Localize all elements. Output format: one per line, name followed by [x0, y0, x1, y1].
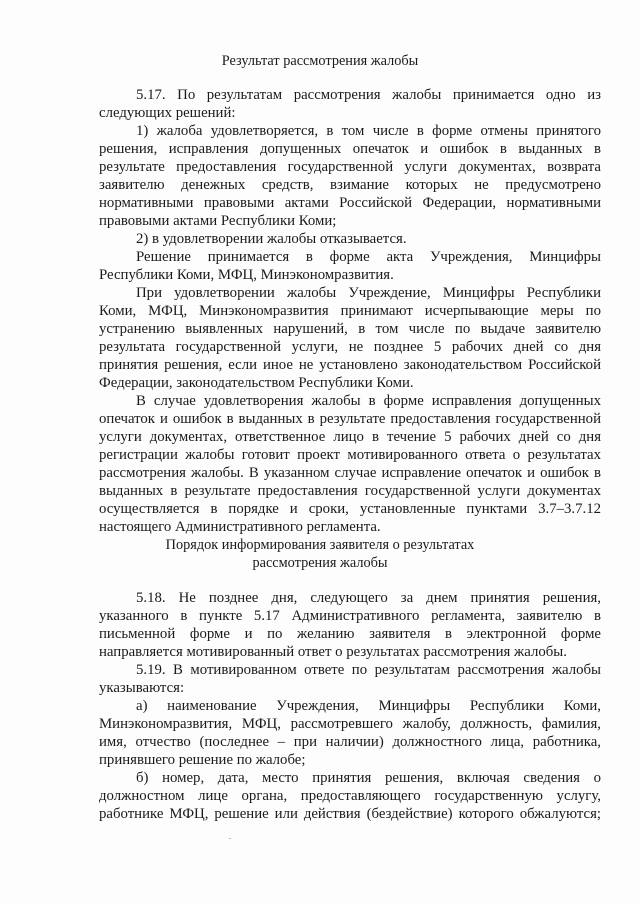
text-line: принявшего решение по жалобе;: [99, 752, 306, 768]
scan-speck: [229, 838, 231, 839]
text-line: должностном лице органа, предоставляющего государственную услугу,: [99, 788, 601, 804]
text-line: выданных в результате предоставления государственной услуги документах: [99, 483, 601, 499]
text-line: 5.19. В мотивированном ответе по результатам рассмотрения жалобы: [136, 662, 601, 678]
text-line: б) номер, дата, место принятия решения, включая сведения о: [136, 770, 601, 786]
text-line: следующих решений:: [99, 105, 236, 121]
text-line: 1) жалоба удовлетворяется, в том числе в форме отмены принятого: [136, 123, 601, 139]
text-line: имя, отчество (последнее – при наличии) должностного лица, работника,: [99, 734, 601, 750]
text-line: нормативными правовыми актами Российской Федерации, нормативными: [99, 195, 601, 211]
text-line: Республики Коми, МФЦ, Минэкономразвития.: [99, 267, 394, 283]
text-line: результате предоставления государственной услуги документах, возврата: [99, 159, 601, 175]
text-line: 5.18. Не позднее дня, следующего за днем принятия решения,: [136, 590, 601, 606]
text-line: результата государственной услуги, не позднее 5 рабочих дней со дня: [99, 339, 601, 355]
heading-informing-line1: Порядок информирования заявителя о результатах: [165, 537, 475, 553]
heading-informing-line2: рассмотрения жалобы: [252, 555, 388, 571]
text-line: услуги документах, ответственное лицо в течение 5 рабочих дней со дня: [99, 429, 601, 445]
text-line: принятия решения, если иное не установлено законодательством Российской: [99, 357, 601, 373]
text-line: правовыми актами Республики Коми;: [99, 213, 337, 229]
text-line: Федерации, законодательством Республики Коми.: [99, 375, 414, 391]
text-line: регистрации жалобы готовит проект мотивированного ответа о результатах: [99, 447, 601, 463]
text-line: 5.17. По результатам рассмотрения жалобы принимается одно из: [136, 87, 601, 103]
text-line: решения, исправления допущенных опечаток и ошибок в выданных в: [99, 141, 601, 157]
text-line: осуществляется в порядке и сроки, установленные пунктами 3.7–3.7.12: [99, 501, 601, 517]
text-line: рассмотрения жалобы. В указанном случае исправление опечаток и ошибок в: [99, 465, 601, 481]
text-line: В случае удовлетворения жалобы в форме исправления допущенных: [136, 393, 601, 409]
heading-complaint-result: Результат рассмотрения жалобы: [221, 53, 419, 69]
text-line: указываются:: [99, 680, 185, 696]
text-line: направляется мотивированный ответ о результатах рассмотрения жалобы.: [99, 644, 567, 660]
text-line: работнике МФЦ, решение или действия (бездействие) которого обжалуются;: [99, 806, 601, 822]
text-line: письменной форме и по желанию заявителя в электронной форме: [99, 626, 601, 642]
text-line: указанного в пункте 5.17 Административного регламента, заявителю в: [99, 608, 601, 624]
text-line: опечаток и ошибок в выданных в результате предоставления государственной: [99, 411, 601, 427]
text-line: Коми, МФЦ, Минэкономразвития принимают исчерпывающие меры по: [99, 303, 601, 319]
text-line: настоящего Административного регламента.: [99, 519, 381, 535]
text-line: заявителю денежных средств, взимание которых не предусмотрено: [99, 177, 601, 193]
text-line: 2) в удовлетворении жалобы отказывается.: [136, 231, 407, 247]
text-line: Решение принимается в форме акта Учреждения, Минцифры: [136, 249, 601, 265]
text-line: Минэкономразвития, МФЦ, рассмотревшего жалобу, должность, фамилия,: [99, 716, 601, 732]
text-line: устранению выявленных нарушений, в том числе по выдаче заявителю: [99, 321, 601, 337]
text-line: При удовлетворении жалобы Учреждение, Минцифры Республики: [136, 285, 601, 301]
text-line: а) наименование Учреждения, Минцифры Республики Коми,: [136, 698, 601, 714]
